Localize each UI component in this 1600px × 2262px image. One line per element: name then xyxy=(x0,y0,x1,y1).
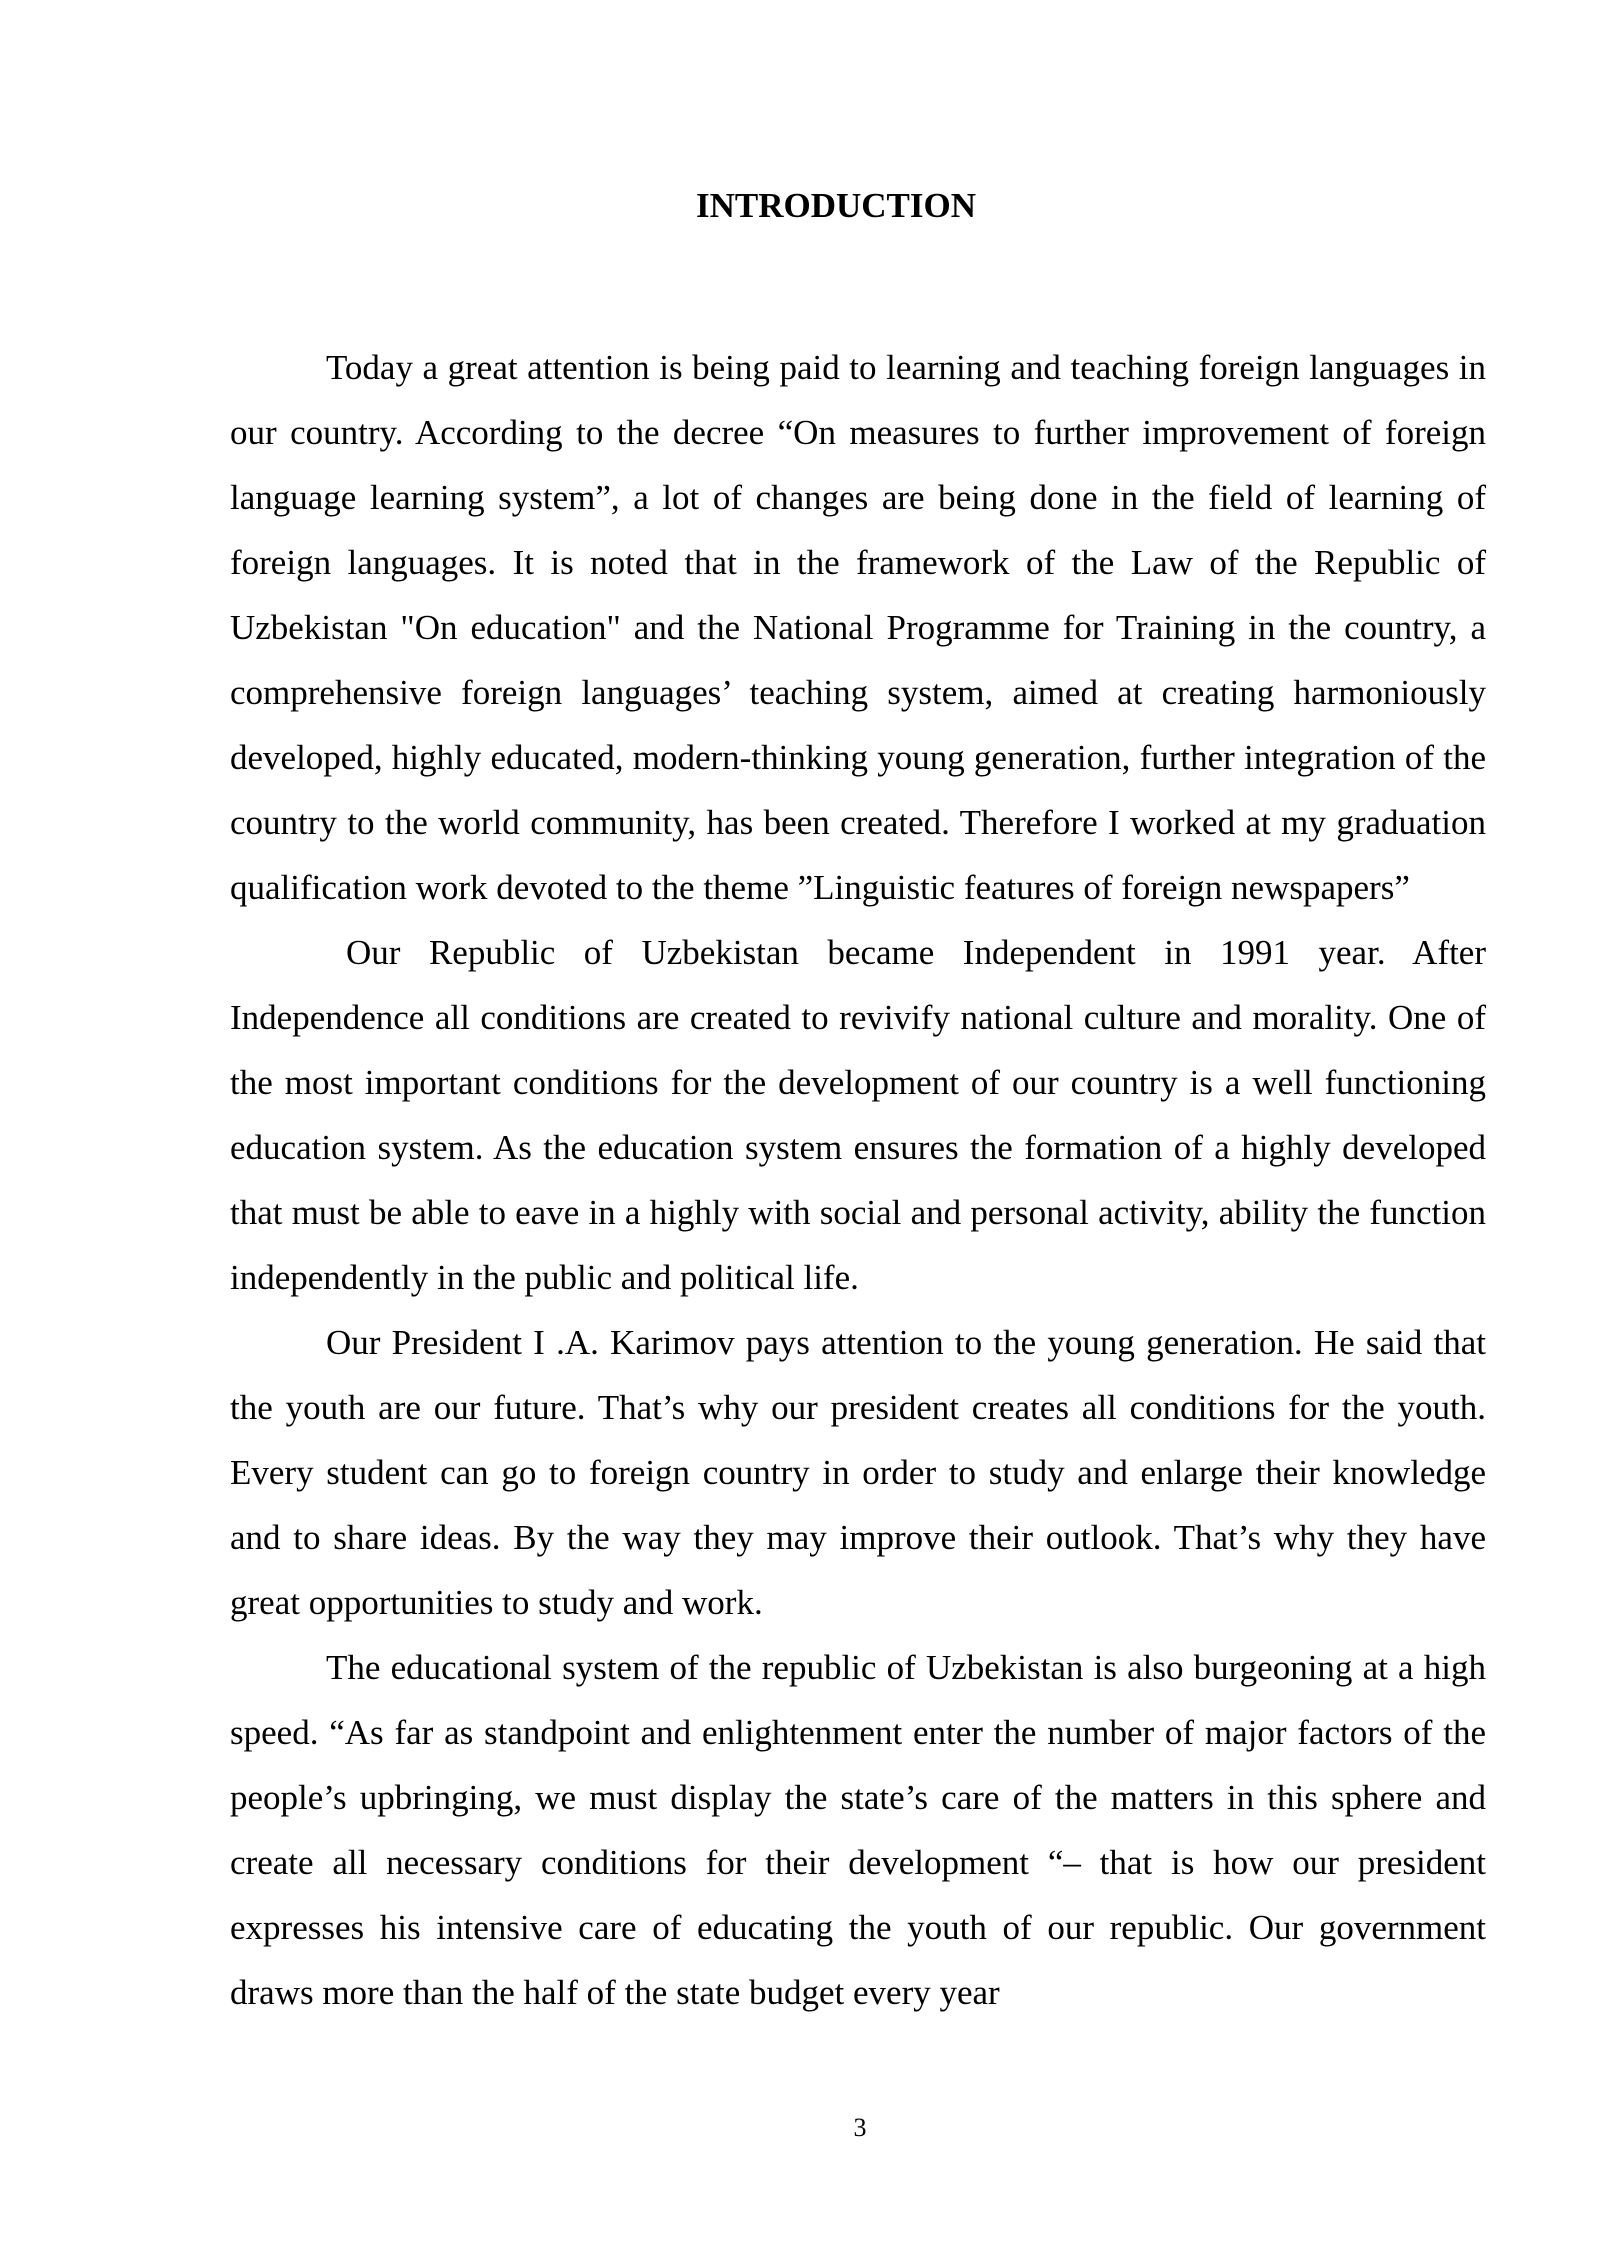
paragraph-2: Our Republic of Uzbekistan became Independent in 1991 year. After Independence all conditions are created to revivify national culture and morality. One of the most important conditions for the development of our country is a well functioning education system. As the education system ensures the formation of a highly developed that must be able to eave in a highly with social and personal activity, ability the function independently in the public and political life. xyxy=(230,933,1486,1297)
page-title: INTRODUCTION xyxy=(695,186,977,225)
page-number: 3 xyxy=(853,2113,867,2142)
paragraph-3: Our President I .A. Karimov pays attention to the young generation. He said that the youth are our future. That’s why our president creates all conditions for the youth. Every student can go to foreign country in order to study and enlarge their knowledge and to share ideas. By the way they may improve their outlook. That’s why they have great opportunities to study and work. xyxy=(230,1323,1486,1622)
paragraph-4: The educational system of the republic of Uzbekistan is also burgeoning at a high speed. “As far as standpoint and enlightenment enter the number of major factors of the people’s upbringing, we must display the state’s care of the matters in this sphere and create all necessary conditions for their development “– that is how our president expresses his intensive care of educating the youth of our republic. Our government draws more than the half of the state budget every year xyxy=(230,1648,1486,2012)
paragraph-1: Today a great attention is being paid to learning and teaching foreign languages in our country. According to the decree “On measures to further improvement of foreign language learning system”, a lot of changes are being done in the field of learning of foreign languages. It is noted that in the framework of the Law of the Republic of Uzbekistan "On education" and the National Programme for Training in the country, a comprehensive foreign languages’ teaching system, aimed at creating harmoniously developed, highly educated, modern-thinking young generation, further integration of the country to the world community, has been created. Therefore I worked at my graduation qualification work devoted to the theme ”Linguistic features of foreign newspapers” xyxy=(230,348,1486,907)
body-text xyxy=(230,335,1486,2025)
